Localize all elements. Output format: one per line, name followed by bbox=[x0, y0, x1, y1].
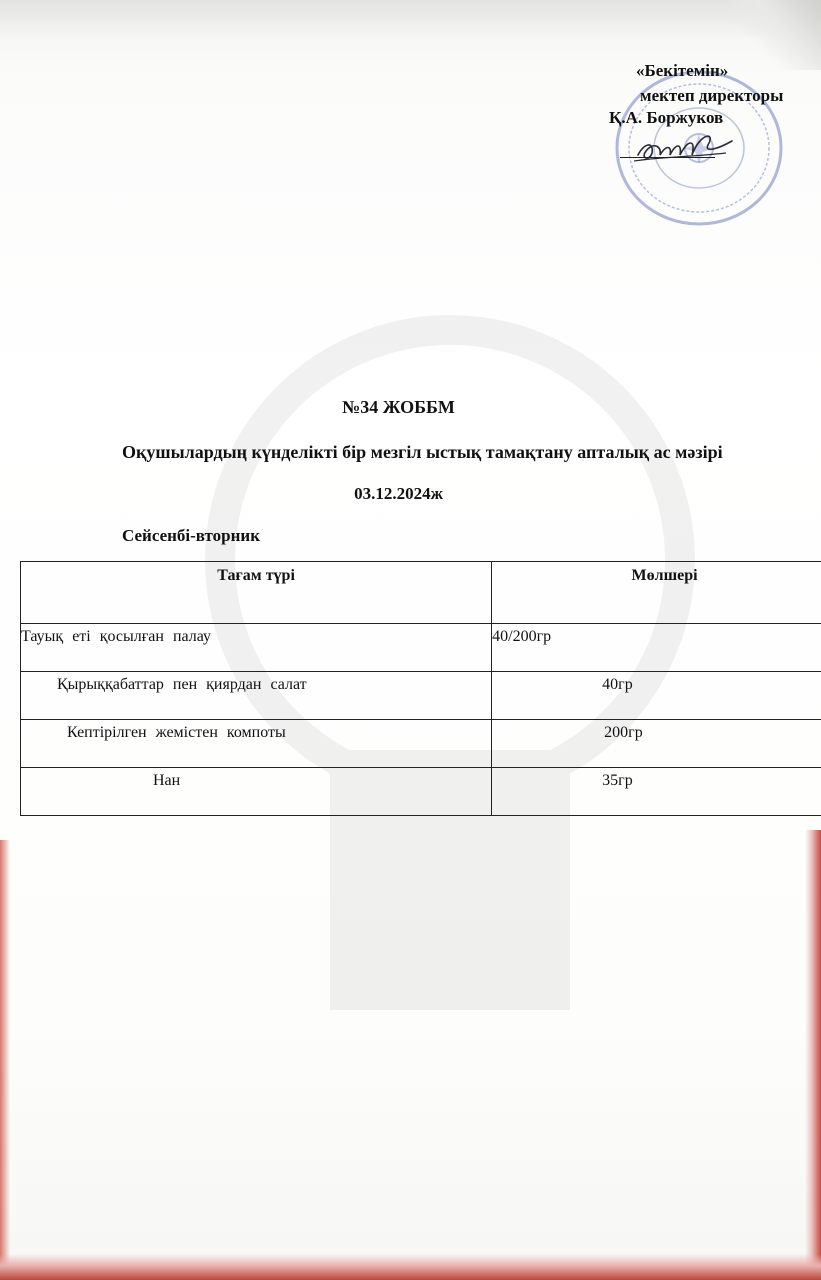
scan-top-shadow bbox=[0, 0, 821, 40]
header-dish-type: Тағам түрі bbox=[21, 562, 492, 624]
table-header-row bbox=[21, 562, 821, 624]
approval-title: «Бекітемін» bbox=[636, 61, 729, 80]
menu-table bbox=[20, 561, 821, 816]
dish-quantity: 200гр bbox=[492, 720, 821, 768]
dish-name: Тауық еті қосылған палау bbox=[21, 624, 492, 672]
dish-name: Нан bbox=[21, 768, 492, 816]
scan-bottom-edge bbox=[0, 1254, 821, 1280]
dish-name: Қырыққабаттар пен қиярдан салат bbox=[21, 672, 492, 720]
dish-name: Кептірілген жемістен компоты bbox=[21, 720, 492, 768]
table-row bbox=[21, 624, 821, 672]
day-label: Сейсенбі-вторник bbox=[122, 526, 261, 545]
approval-name: Қ.А. Боржуков bbox=[609, 108, 724, 127]
menu-date: 03.12.2024ж bbox=[354, 484, 443, 503]
dish-quantity: 35гр bbox=[492, 768, 821, 816]
table-row bbox=[21, 672, 821, 720]
dish-quantity: 40/200гр bbox=[492, 624, 821, 672]
scan-left-edge bbox=[0, 840, 10, 1280]
director-signature bbox=[630, 125, 740, 170]
page-corner-fold bbox=[731, 0, 821, 70]
signature-line bbox=[620, 157, 715, 158]
table-row bbox=[21, 768, 821, 816]
dish-quantity: 40гр bbox=[492, 672, 821, 720]
header-quantity: Мөлшері bbox=[492, 562, 821, 624]
approval-role: мектеп директоры bbox=[640, 86, 784, 105]
school-name: №34 ЖОББМ bbox=[342, 397, 455, 417]
table-row bbox=[21, 720, 821, 768]
menu-title: Оқушылардың күнделікті бір мезгіл ыстық тамақтану апталық ас мәзірі bbox=[122, 442, 723, 462]
scan-right-edge bbox=[805, 830, 821, 1280]
